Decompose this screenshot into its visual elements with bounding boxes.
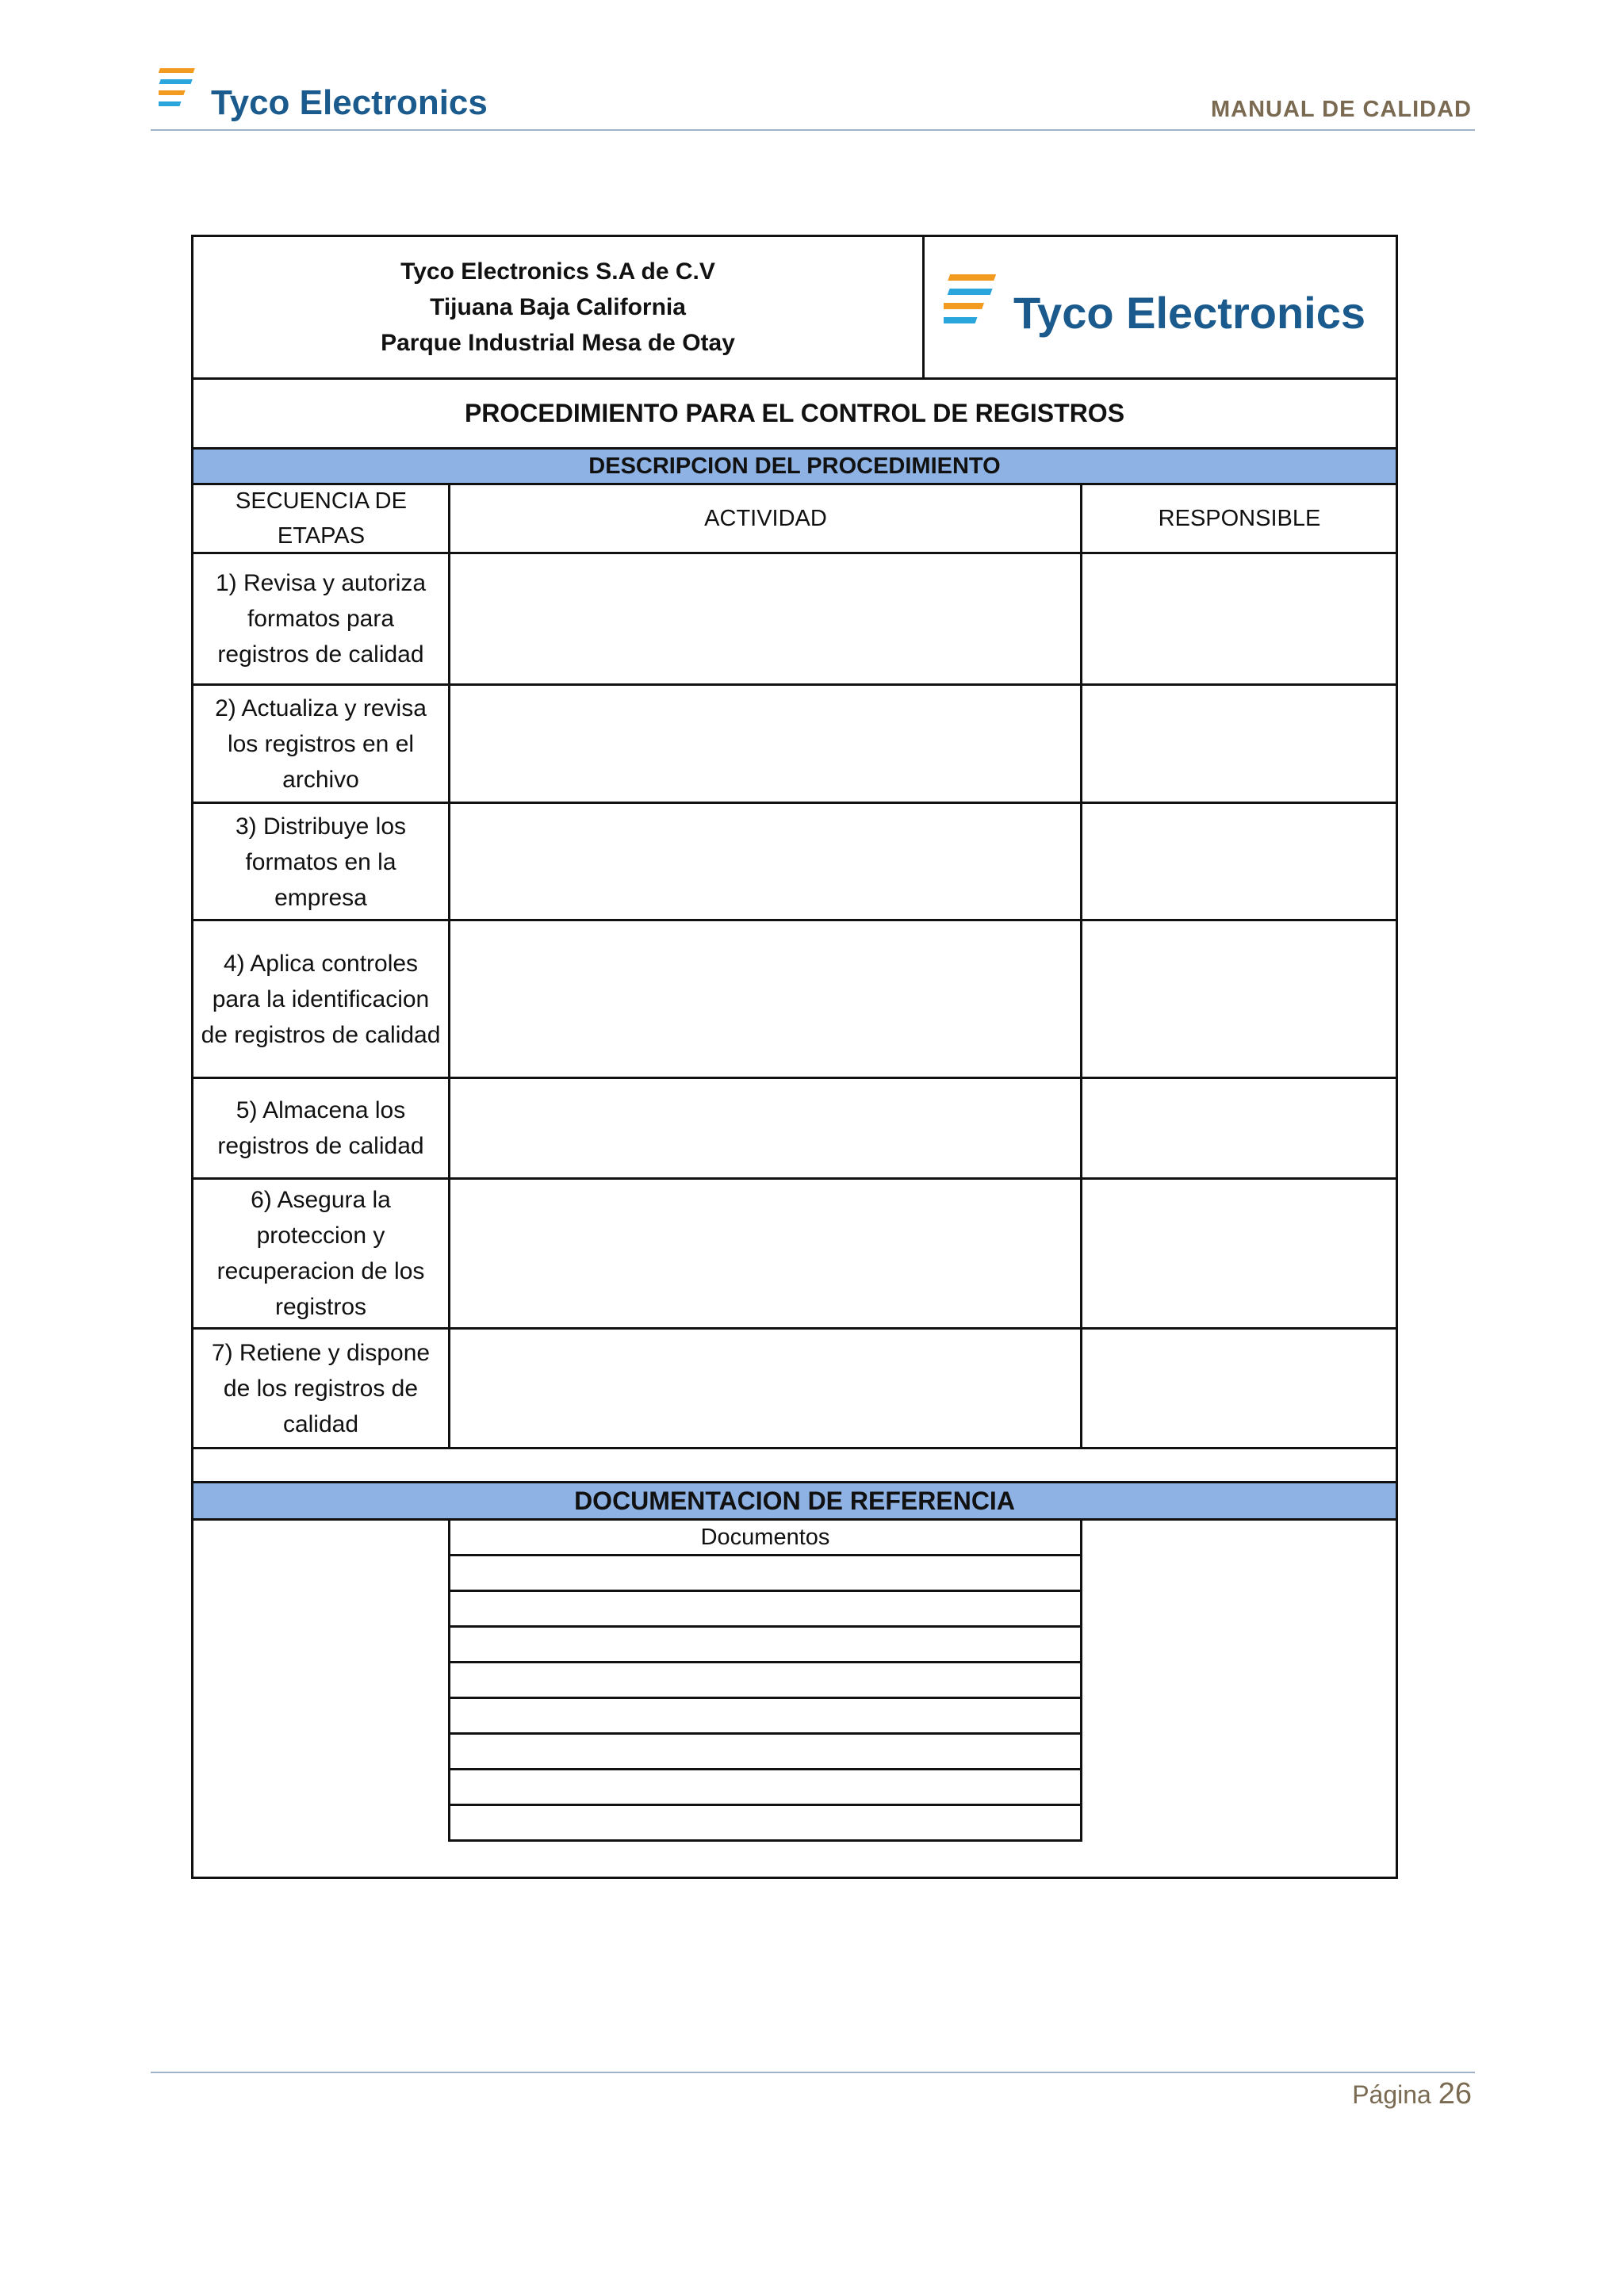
row-divider: [191, 1447, 1398, 1449]
company-park: Parque Industrial Mesa de Otay: [381, 329, 735, 356]
description-heading: DESCRIPCION DEL PROCEDIMIENTO: [588, 453, 1001, 479]
document-row-line: [448, 1804, 1082, 1806]
page-number-value: 26: [1438, 2077, 1472, 2110]
column-header-sequence: SECUENCIA DE ETAPAS: [236, 488, 407, 549]
page-number: [1352, 2077, 1472, 2111]
document-row-line: [448, 1590, 1082, 1592]
document-row-line: [448, 1625, 1082, 1628]
step-5: 5) Almacena los registros de calidad: [217, 1097, 424, 1159]
company-city: Tijuana Baja California: [430, 293, 686, 320]
document-row-line: [448, 1732, 1082, 1735]
documents-table: [448, 1518, 1082, 1842]
header-logo: [159, 63, 492, 127]
step-1: 1) Revisa y autoriza formatos para registros de calidad: [215, 570, 427, 668]
page-label: Página: [1352, 2080, 1431, 2109]
header-logo-text: Tyco Electronics: [211, 83, 488, 122]
column-divider: [1080, 483, 1082, 1448]
footer-divider: [151, 2072, 1475, 2073]
company-name: Tyco Electronics S.A de C.V: [400, 258, 715, 285]
step-2: 2) Actualiza y revisa los registros en el archivo: [215, 695, 427, 793]
step-7: 7) Retiene y dispone de los registros de calidad: [211, 1339, 431, 1437]
header-split-line: [922, 235, 925, 379]
step-6: 6) Asegura la proteccion y recuperacion de los registros: [216, 1187, 425, 1320]
form-logo: [944, 262, 1388, 357]
procedure-title: PROCEDIMIENTO PARA EL CONTROL DE REGISTROS: [464, 398, 1125, 427]
document-row-line: [448, 1768, 1082, 1770]
document-row-line: [448, 1661, 1082, 1663]
header-title: MANUAL DE CALIDAD: [1210, 97, 1472, 122]
step-3: 3) Distribuye los formatos en la empresa: [235, 813, 407, 911]
tyco-logo-icon: [159, 63, 492, 127]
tyco-logo-icon: [944, 262, 1388, 357]
documents-header: Documentos: [700, 1524, 830, 1550]
document-row-line: [448, 1697, 1082, 1699]
column-divider: [448, 483, 450, 1448]
document-row-line: [448, 1554, 1082, 1556]
reference-heading: DOCUMENTACION DE REFERENCIA: [574, 1486, 1015, 1515]
form-logo-text: Tyco Electronics: [1013, 288, 1366, 338]
company-info: [193, 236, 922, 377]
header-divider: [151, 129, 1475, 131]
step-4: 4) Aplica controles para la identificacion de registros de calidad: [201, 951, 441, 1048]
column-header-activity: ACTIVIDAD: [704, 505, 827, 531]
column-header-responsible: RESPONSIBLE: [1158, 505, 1321, 531]
